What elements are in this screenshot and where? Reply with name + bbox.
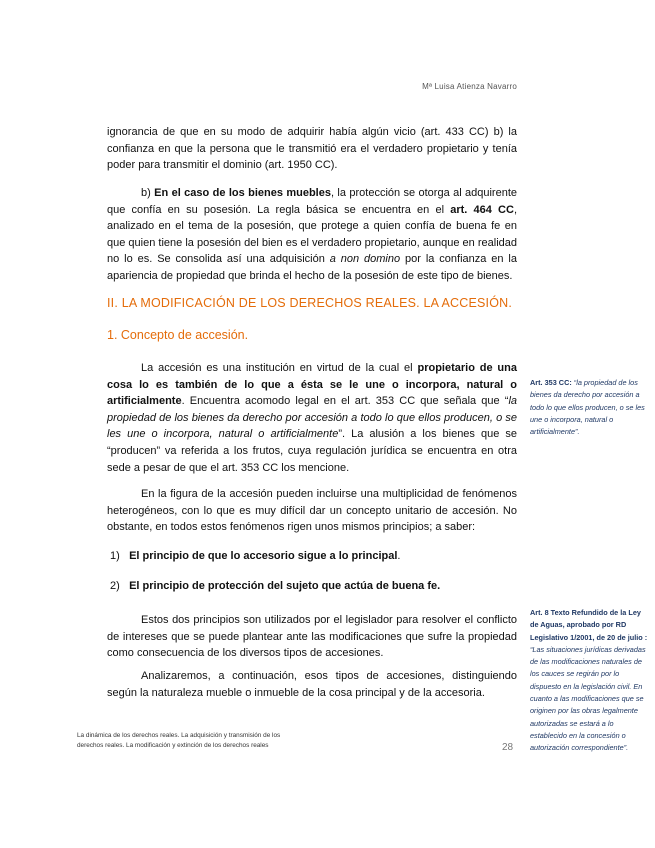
side-note-ref: Art. 8 Texto Refundido de la Ley de Aguas, aprobado por RD Legislativo 1/2001, de 20 de julio : bbox=[530, 608, 648, 642]
side-note-quote: “la propiedad de los bienes da derecho por accesión a todo lo que ellos producen, o se les une o incorpora, natural o artificialmente”. bbox=[530, 378, 645, 437]
italic-run: a non domino bbox=[329, 253, 401, 266]
paragraph-3 bbox=[107, 360, 517, 476]
paragraph-4-text: En la figura de la accesión pueden incluirse una multiplicidad de fenómenos heterogéneos, con lo que es muy difícil dar un concepto unitario de accesión. No obstante, en todos estos fenómenos rigen unos mismos principios; a saber: bbox=[107, 488, 517, 534]
paragraph-1 bbox=[107, 124, 517, 174]
text-run: por la confianza en la apariencia de propiedad que brinda el hecho de la posesión de este tipo de bienes. bbox=[107, 253, 517, 282]
list-item-tail: . bbox=[397, 550, 401, 562]
paragraph-4 bbox=[107, 486, 517, 536]
footer-title: La dinámica de los derechos reales. La adquisición y transmisión de los derechos reales. La modificación y extinción de los derechos reales bbox=[77, 732, 281, 750]
bold-run: propietario de una cosa lo es también de lo que a ésta se le une o incorpora, natural o artificialmente bbox=[107, 362, 517, 408]
paragraph-2 bbox=[107, 185, 517, 285]
list-number: 2) bbox=[110, 580, 120, 592]
text-run: , analizado en el tema de la posesión, que protege a quien confía de buena fe en que quien tiene la posesión del bien es el verdadero propietario, aunque en realidad no lo es. Se consolida así una adquisición bbox=[107, 203, 517, 266]
paragraph-5 bbox=[107, 612, 517, 662]
side-note-ref: Art. 353 CC: bbox=[530, 378, 572, 387]
paragraph-1-text: ignorancia de que en su modo de adquirir había algún vicio (art. 433 CC) b) la confianza en que la persona que le transmitió era el verdadero propietario y tenía poder para transmitir el dominio (art. 1950 CC). bbox=[107, 126, 517, 172]
italic-run: la propiedad de los bienes da derecho por accesión a todo lo que ellos producen, o se les une o incorpora, natural o artificialmente bbox=[107, 395, 517, 441]
paragraph-5-text: Estos dos principios son utilizados por el legislador para resolver el conflicto de intereses que se puede plantear ante las modificaciones que sufre la propiedad como consecuencia de los diversos tipos de accesiones. bbox=[107, 614, 517, 660]
paragraph-6 bbox=[107, 668, 517, 701]
subsection-heading: 1. Concepto de accesión. bbox=[107, 328, 249, 342]
list-item bbox=[110, 550, 400, 562]
header-author: Mª Luisa Atienza Navarro bbox=[422, 82, 517, 91]
list-number: 1) bbox=[110, 550, 120, 562]
side-note-art-353 bbox=[530, 377, 648, 438]
bold-run: En el caso de los bienes muebles bbox=[154, 187, 331, 199]
list-item-text: El principio de que lo accesorio sigue a lo principal bbox=[129, 550, 398, 562]
text-run: b) bbox=[141, 187, 155, 199]
page-number: 28 bbox=[502, 742, 514, 753]
text-run: La accesión es una institución en virtud de la cual el bbox=[141, 362, 418, 374]
text-run: , la protección se otorga al adquirente que confía en su posesión. La regla básica se encuentra en el bbox=[107, 187, 518, 216]
section-heading: II. LA MODIFICACIÓN DE LOS DERECHOS REALES. LA ACCESIÓN. bbox=[107, 296, 513, 310]
text-run: . Encuentra acomodo legal en el art. 353 CC que señala que “ bbox=[181, 395, 509, 408]
bold-run: art. 464 CC bbox=[450, 203, 514, 216]
side-note-art-8 bbox=[530, 607, 648, 755]
list-item-text: El principio de protección del sujeto que actúa de buena fe. bbox=[129, 580, 441, 592]
list-item bbox=[110, 580, 440, 592]
paragraph-6-text: Analizaremos, a continuación, esos tipos de accesiones, distinguiendo según la naturaleza mueble o inmueble de la cosa principal y de la accesoria. bbox=[107, 670, 517, 699]
side-note-quote: “Las situaciones jurídicas derivadas de las modificaciones naturales de los cauces se regirán por lo dispuesto en la legislación civil. En cuanto a las modificaciones que se originen por las obras legalmente autorizadas se estará a lo establecido en la concesión o autorización correspondiente”. bbox=[530, 644, 646, 753]
text-run: ”. La alusión a los bienes que se “producen” va referida a los frutos, cuya regulación jurídica se encuentra en otra sede a pesar de que el art. 353 CC los mencione. bbox=[107, 428, 517, 474]
